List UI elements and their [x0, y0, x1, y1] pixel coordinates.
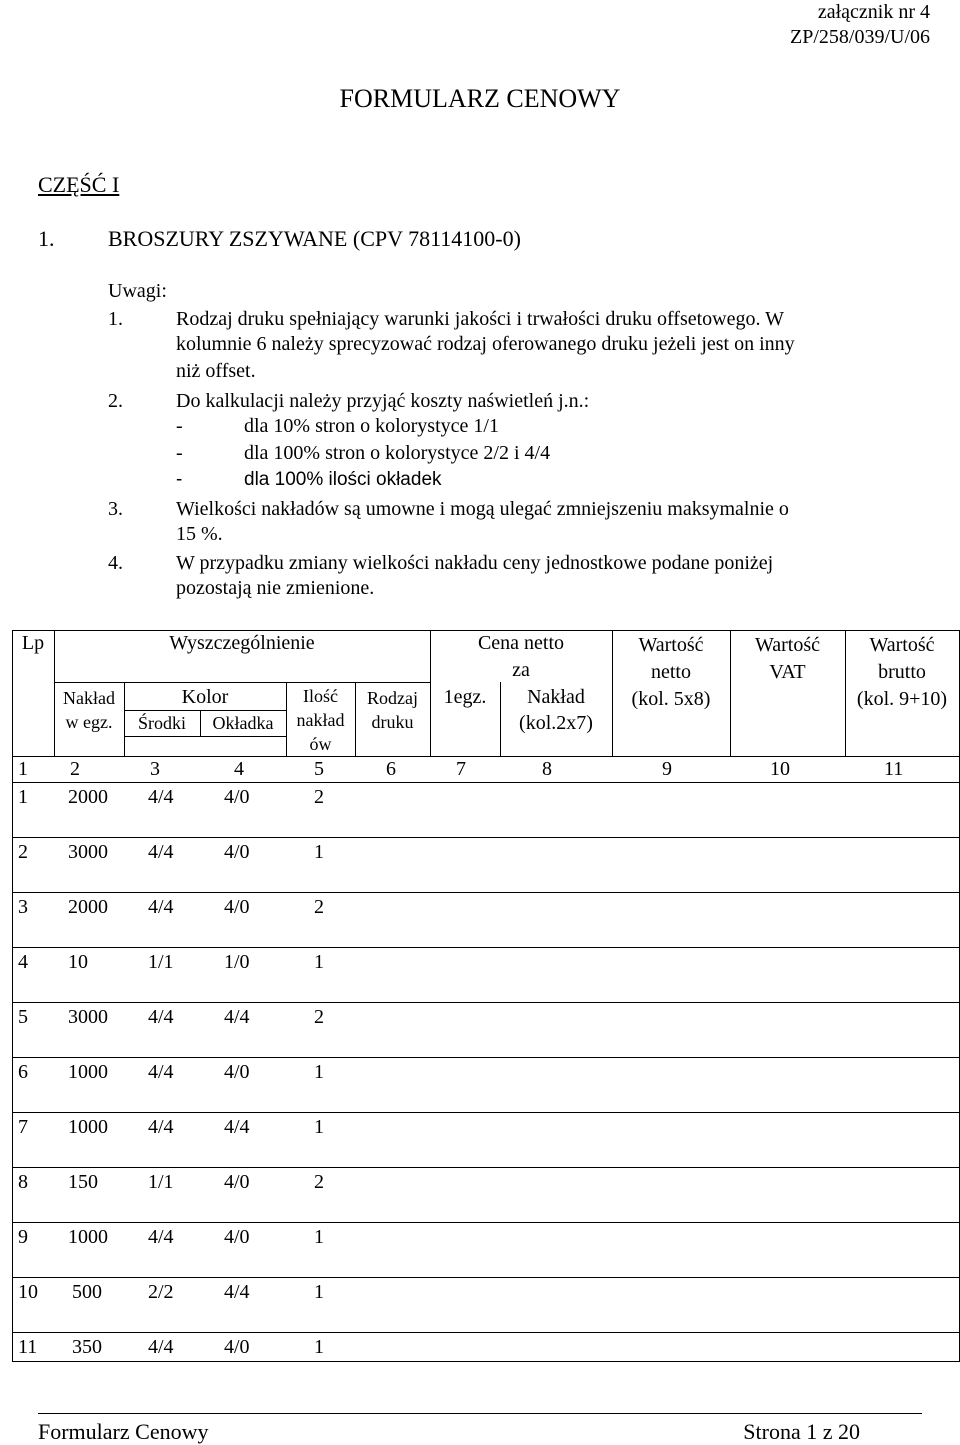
note-1-line-2: kolumnie 6 należy sprecyzować rodzaj oferowanego druku jeżeli jest on inny — [176, 333, 795, 355]
header-cena-za: za — [512, 659, 530, 681]
header-rodzaj-line-2: druku — [371, 712, 414, 732]
header-kolor: Kolor — [181, 686, 229, 708]
row-okladka: 4/0 — [224, 896, 250, 918]
header-wartosc-vat-line-1: Wartość — [754, 634, 821, 656]
row-srodki: 1/1 — [148, 1171, 174, 1193]
row-lp: 3 — [18, 896, 28, 918]
col-number: 11 — [884, 758, 904, 780]
header-ilosc — [286, 684, 355, 756]
col-number: 2 — [70, 758, 80, 780]
section-title: BROSZURY ZSZYWANE (CPV 78114100-0) — [108, 226, 521, 251]
row-ilosc: 2 — [314, 1006, 324, 1028]
row-naklad: 1000 — [68, 1116, 108, 1138]
note-3-line-1: Wielkości nakładów są umowne i mogą ulegać zmniejszeniu maksymalnie o — [176, 498, 789, 520]
row-lp: 9 — [18, 1226, 28, 1248]
header-srodki: Środki — [137, 713, 186, 733]
header-wartosc-netto — [612, 632, 730, 713]
row-lp: 8 — [18, 1171, 28, 1193]
row-okladka: 4/0 — [224, 841, 250, 863]
header-wartosc-netto-line-1: Wartość — [638, 634, 704, 656]
header-naklad-line-2: w egz. — [65, 712, 113, 732]
row-ilosc: 1 — [314, 1061, 324, 1083]
header-wartosc-brutto — [845, 632, 959, 713]
dash: - — [176, 415, 183, 437]
row-srodki: 4/4 — [148, 896, 174, 918]
note-2-sub-3 — [176, 469, 442, 491]
row-lp: 1 — [18, 786, 28, 808]
row-lp: 11 — [18, 1336, 38, 1358]
row-lp: 2 — [18, 841, 28, 863]
row-okladka: 4/0 — [224, 1171, 250, 1193]
dash: - — [176, 469, 183, 490]
row-srodki: 4/4 — [148, 1061, 174, 1083]
note-3 — [108, 496, 789, 523]
row-okladka: 1/0 — [224, 951, 250, 973]
row-srodki: 4/4 — [148, 841, 174, 863]
header-1egz: 1egz. — [443, 686, 487, 708]
note-4-line-2: pozostają nie zmienione. — [176, 577, 375, 599]
header-rodzaj-line-1: Rodzaj — [367, 688, 418, 708]
header-wyszczegolnienie: Wyszczególnienie — [169, 632, 315, 654]
row-okladka: 4/4 — [224, 1116, 250, 1138]
note-2-number: 2. — [108, 390, 123, 412]
header-wartosc-netto-line-2: netto — [651, 661, 691, 683]
col-number: 1 — [18, 758, 28, 780]
row-naklad: 3000 — [68, 1006, 108, 1028]
row-okladka: 4/0 — [224, 1336, 250, 1358]
row-naklad: 500 — [72, 1281, 102, 1303]
col-number: 9 — [662, 758, 672, 780]
note-2-sub-2-text: dla 100% stron o kolorystyce 2/2 i 4/4 — [244, 442, 551, 464]
row-srodki: 4/4 — [148, 1116, 174, 1138]
footer-divider — [38, 1413, 922, 1414]
row-naklad: 2000 — [68, 896, 108, 918]
row-ilosc: 1 — [314, 1116, 324, 1138]
row-ilosc: 2 — [314, 786, 324, 808]
col-number: 8 — [542, 758, 552, 780]
row-okladka: 4/0 — [224, 1226, 250, 1248]
header-ilosc-line-1: Ilość — [303, 686, 338, 706]
note-4-number: 4. — [108, 552, 123, 574]
header-wartosc-netto-line-3: (kol. 5x8) — [631, 688, 711, 710]
price-table — [12, 630, 960, 1362]
note-2-sub-1 — [176, 415, 499, 438]
header-wartosc-brutto-line-2: brutto — [878, 661, 926, 683]
col-number: 4 — [234, 758, 244, 780]
note-1 — [108, 306, 784, 333]
header-wartosc-brutto-line-1: Wartość — [869, 634, 935, 656]
col-number: 10 — [770, 758, 790, 780]
row-srodki: 1/1 — [148, 951, 174, 973]
notes-heading: Uwagi: — [108, 280, 167, 302]
row-lp: 6 — [18, 1061, 28, 1083]
note-4-line-1: W przypadku zmiany wielkości nakładu ceny jednostkowe podane poniżej — [176, 552, 774, 574]
row-okladka: 4/4 — [224, 1006, 250, 1028]
row-srodki: 4/4 — [148, 786, 174, 808]
col-number: 6 — [386, 758, 396, 780]
row-srodki: 4/4 — [148, 1226, 174, 1248]
row-ilosc: 1 — [314, 841, 324, 863]
dash: - — [176, 442, 183, 464]
row-lp: 7 — [18, 1116, 28, 1138]
row-ilosc: 1 — [314, 1226, 324, 1248]
row-naklad: 350 — [72, 1336, 102, 1358]
note-2-sub-3-text: dla 100% ilości okładek — [244, 469, 442, 490]
row-naklad: 2000 — [68, 786, 108, 808]
note-2 — [108, 388, 589, 415]
footer-title: Formularz Cenowy — [38, 1419, 209, 1444]
attachment-label: załącznik nr 4 — [817, 1, 930, 23]
note-1-line-1: Rodzaj druku spełniający warunki jakości i trwałości druku offsetowego. W — [176, 308, 784, 330]
header-naklad-col: Nakład — [527, 686, 585, 708]
header-wartosc-brutto-line-3: (kol. 9+10) — [856, 688, 948, 710]
row-lp: 4 — [18, 951, 28, 973]
note-1-line-3: niż offset. — [176, 360, 256, 382]
page-number: Strona 1 z 20 — [743, 1419, 860, 1444]
row-lp: 5 — [18, 1006, 28, 1028]
note-3-line-2: 15 %. — [176, 523, 223, 545]
reference-number: ZP/258/039/U/06 — [789, 26, 930, 48]
section-heading — [38, 226, 521, 252]
section-number: 1. — [38, 226, 55, 251]
header-cena-netto: Cena netto — [477, 632, 565, 654]
row-ilosc: 1 — [314, 951, 324, 973]
note-4 — [108, 550, 773, 577]
header-ilosc-line-3: ów — [309, 734, 332, 754]
row-ilosc: 1 — [314, 1336, 324, 1358]
header-kol2x7: (kol.2x7) — [519, 712, 593, 734]
note-1-number: 1. — [108, 308, 123, 330]
col-number: 7 — [456, 758, 466, 780]
header-naklad-line-1: Nakład — [63, 688, 115, 708]
col-number: 3 — [150, 758, 160, 780]
header-lp: Lp — [21, 632, 45, 654]
row-ilosc: 2 — [314, 896, 324, 918]
row-okladka: 4/4 — [224, 1281, 250, 1303]
row-naklad: 3000 — [68, 841, 108, 863]
header-ilosc-line-2: nakład — [296, 710, 345, 730]
header-naklad — [54, 686, 124, 734]
row-naklad: 150 — [68, 1171, 98, 1193]
row-ilosc: 1 — [314, 1281, 324, 1303]
header-rodzaj — [355, 686, 430, 734]
note-3-number: 3. — [108, 498, 123, 520]
header-wartosc-vat — [730, 632, 845, 686]
header-wartosc-vat-line-2: VAT — [769, 661, 806, 683]
header-okladka: Okładka — [212, 713, 274, 733]
row-okladka: 4/0 — [224, 1061, 250, 1083]
row-srodki: 4/4 — [148, 1336, 174, 1358]
row-naklad: 1000 — [68, 1061, 108, 1083]
row-srodki: 4/4 — [148, 1006, 174, 1028]
note-2-line-1: Do kalkulacji należy przyjąć koszty naświetleń j.n.: — [176, 390, 590, 412]
note-2-sub-2 — [176, 442, 550, 465]
col-number: 5 — [314, 758, 324, 780]
row-naklad: 1000 — [68, 1226, 108, 1248]
note-2-sub-1-text: dla 10% stron o kolorystyce 1/1 — [244, 415, 499, 437]
row-srodki: 2/2 — [148, 1281, 174, 1303]
row-okladka: 4/0 — [224, 786, 250, 808]
row-ilosc: 2 — [314, 1171, 324, 1193]
document-title: FORMULARZ CENOWY — [339, 84, 621, 113]
row-lp: 10 — [18, 1281, 38, 1303]
row-naklad: 10 — [68, 951, 88, 973]
part-heading: CZĘŚĆ I — [38, 172, 120, 197]
